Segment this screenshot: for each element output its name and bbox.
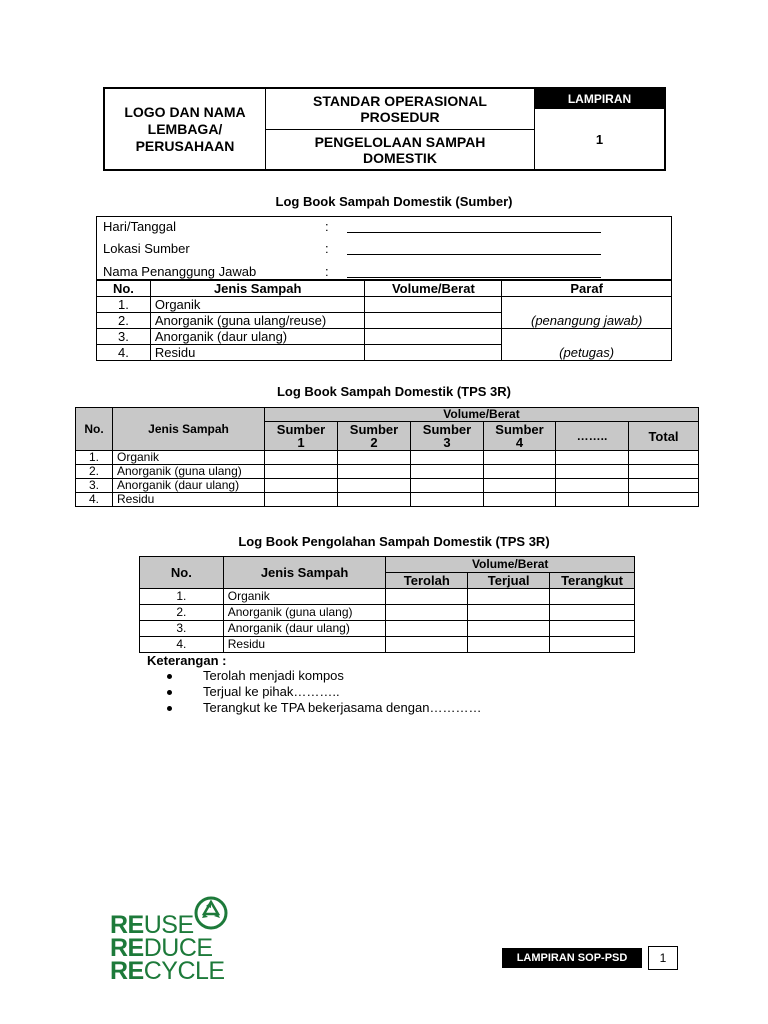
info-label: Nama Penanggung Jawab — [103, 264, 257, 279]
bullet-icon — [167, 706, 172, 711]
header-paraf: Paraf — [502, 281, 672, 297]
table-row — [97, 329, 672, 345]
fill-line — [347, 277, 601, 278]
page-number: 1 — [648, 946, 678, 970]
cell[interactable] — [550, 589, 635, 605]
cell[interactable] — [338, 479, 411, 493]
header-sumber-3: Sumber 3 — [411, 422, 484, 451]
header-more: …….. — [556, 422, 629, 451]
header-sumber-2: Sumber 2 — [338, 422, 411, 451]
info-colon: : — [325, 264, 329, 279]
row-no: 3. — [140, 621, 224, 637]
header-total: Total — [629, 422, 699, 451]
cell[interactable] — [411, 479, 484, 493]
note-text: Terjual ke pihak……….. — [203, 684, 340, 699]
footer-label: LAMPIRAN SOP-PSD — [502, 948, 642, 968]
row-no: 1. — [76, 451, 113, 465]
cell[interactable] — [265, 479, 338, 493]
list-item — [147, 700, 481, 716]
cell[interactable] — [556, 493, 629, 507]
row-jenis: Residu — [223, 637, 386, 653]
source-log-table — [96, 280, 672, 361]
row-no: 1. — [140, 589, 224, 605]
source-info-box — [96, 216, 672, 280]
cell[interactable] — [265, 493, 338, 507]
cell[interactable] — [550, 637, 635, 653]
row-jenis: Organik — [223, 589, 386, 605]
cell[interactable] — [411, 493, 484, 507]
cell-volume[interactable] — [365, 297, 502, 313]
info-label: Hari/Tanggal — [103, 219, 176, 234]
processing-log-table — [139, 556, 635, 653]
note-text: Terangkut ke TPA bekerjasama dengan………… — [203, 700, 482, 715]
table-header-row — [97, 281, 672, 297]
cell[interactable] — [468, 621, 550, 637]
logo-light: USE — [143, 911, 194, 939]
header-terolah: Terolah — [386, 573, 468, 589]
header-no: No. — [76, 408, 113, 451]
row-jenis: Anorganik (guna ulang) — [113, 465, 265, 479]
header-jenis: Jenis Sampah — [150, 281, 365, 297]
table-row — [76, 479, 699, 493]
header-no: No. — [140, 557, 224, 589]
cell[interactable] — [550, 605, 635, 621]
logo-bold: RE — [110, 911, 144, 939]
cell[interactable] — [629, 479, 699, 493]
logo-light: DUCE — [143, 934, 213, 962]
fill-line — [347, 254, 601, 255]
list-item — [147, 684, 481, 700]
paraf-label-2: (petugas) — [559, 345, 615, 360]
row-no: 2. — [140, 605, 224, 621]
header-jenis: Jenis Sampah — [113, 408, 265, 451]
cell[interactable] — [468, 637, 550, 653]
cell[interactable] — [338, 465, 411, 479]
table-row — [140, 605, 635, 621]
info-colon: : — [325, 219, 329, 234]
table-header-row — [76, 408, 699, 422]
cell[interactable] — [411, 451, 484, 465]
paraf-label-1: (penangung jawab) — [530, 313, 643, 328]
bullet-icon — [167, 690, 172, 695]
table-row — [140, 637, 635, 653]
cell-volume[interactable] — [365, 313, 502, 329]
cell[interactable] — [556, 451, 629, 465]
list-item — [147, 668, 481, 684]
cell[interactable] — [484, 465, 556, 479]
table-row — [140, 589, 635, 605]
row-no: 4. — [76, 493, 113, 507]
logo-bold: RE — [110, 934, 144, 962]
cell[interactable] — [484, 479, 556, 493]
cell[interactable] — [386, 637, 468, 653]
row-jenis: Organik — [150, 297, 365, 313]
cell[interactable] — [629, 451, 699, 465]
cell-volume[interactable] — [365, 345, 502, 361]
row-jenis: Anorganik (guna ulang/reuse) — [150, 313, 365, 329]
cell[interactable] — [556, 465, 629, 479]
table-row — [76, 493, 699, 507]
sop-label: STANDAR OPERASIONAL PROSEDUR — [266, 89, 535, 130]
tps3r-log-table — [75, 407, 699, 507]
row-jenis: Organik — [113, 451, 265, 465]
row-no: 4. — [97, 345, 151, 361]
cell[interactable] — [556, 479, 629, 493]
cell[interactable] — [265, 451, 338, 465]
paraf-cell-2[interactable] — [502, 329, 672, 361]
cell[interactable] — [468, 605, 550, 621]
notes-section — [147, 653, 481, 716]
cell[interactable] — [386, 621, 468, 637]
cell[interactable] — [265, 465, 338, 479]
row-jenis: Residu — [150, 345, 365, 361]
table-row — [97, 297, 672, 313]
row-jenis: Anorganik (guna ulang) — [223, 605, 386, 621]
header-volume: Volume/Berat — [386, 557, 635, 573]
cell[interactable] — [386, 605, 468, 621]
cell[interactable] — [629, 493, 699, 507]
table-row — [76, 465, 699, 479]
section1-title: Log Book Sampah Domestik (Sumber) — [275, 194, 513, 209]
row-jenis: Anorganik (daur ulang) — [113, 479, 265, 493]
row-no: 2. — [76, 465, 113, 479]
table-header-row — [140, 557, 635, 573]
header-terangkut: Terangkut — [550, 573, 635, 589]
row-no: 2. — [97, 313, 151, 329]
logo-bold: RE — [110, 957, 144, 985]
row-no: 3. — [97, 329, 151, 345]
info-label: Lokasi Sumber — [103, 241, 190, 256]
lampiran-label: LAMPIRAN — [535, 89, 664, 109]
cell[interactable] — [338, 451, 411, 465]
bullet-icon — [167, 674, 172, 679]
notes-title: Keterangan : — [147, 653, 227, 668]
cell[interactable] — [468, 589, 550, 605]
paraf-cell-1[interactable] — [502, 297, 672, 329]
row-jenis: Anorganik (daur ulang) — [150, 329, 365, 345]
cell[interactable] — [550, 621, 635, 637]
cell[interactable] — [629, 465, 699, 479]
section2-title: Log Book Sampah Domestik (TPS 3R) — [276, 384, 512, 399]
cell[interactable] — [338, 493, 411, 507]
info-colon: : — [325, 241, 329, 256]
row-jenis: Residu — [113, 493, 265, 507]
cell[interactable] — [484, 493, 556, 507]
table-row — [140, 621, 635, 637]
cell[interactable] — [484, 451, 556, 465]
notes-list — [147, 668, 481, 716]
cell-volume[interactable] — [365, 329, 502, 345]
row-no: 1. — [97, 297, 151, 313]
fill-line — [347, 232, 601, 233]
header-volume: Volume/Berat — [365, 281, 502, 297]
row-no: 4. — [140, 637, 224, 653]
reuse-reduce-recycle-logo — [110, 896, 240, 985]
row-jenis: Anorganik (daur ulang) — [223, 621, 386, 637]
cell[interactable] — [411, 465, 484, 479]
header-terjual: Terjual — [468, 573, 550, 589]
document-title: PENGELOLAAN SAMPAH DOMESTIK — [266, 130, 535, 169]
logo-line-recycle — [110, 958, 225, 984]
header-no: No. — [97, 281, 151, 297]
document-header — [103, 87, 666, 171]
header-sumber-1: Sumber 1 — [265, 422, 338, 451]
cell[interactable] — [386, 589, 468, 605]
header-jenis: Jenis Sampah — [223, 557, 386, 589]
header-volume: Volume/Berat — [265, 408, 699, 422]
logo-light: CYCLE — [143, 957, 225, 985]
table-row — [76, 451, 699, 465]
logo-placeholder: LOGO DAN NAMA LEMBAGA/ PERUSAHAAN — [105, 89, 266, 169]
row-no: 3. — [76, 479, 113, 493]
header-sumber-4: Sumber 4 — [484, 422, 556, 451]
section3-title: Log Book Pengolahan Sampah Domestik (TPS 3R) — [238, 534, 550, 549]
note-text: Terolah menjadi kompos — [203, 668, 344, 683]
recycle-icon — [194, 896, 228, 930]
lampiran-number: 1 — [595, 131, 604, 147]
